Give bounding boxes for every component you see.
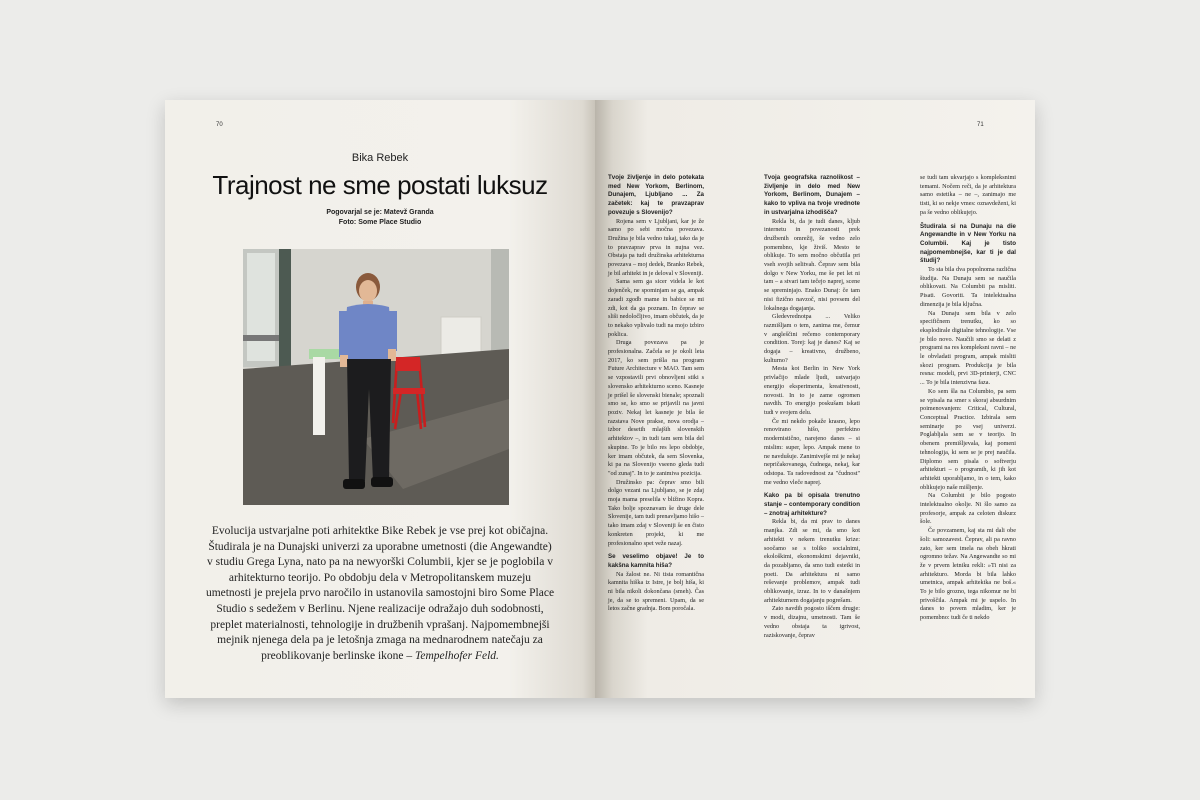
article-author: Bika Rebek: [351, 152, 409, 164]
interview-answer: Če povzamem, kaj sta mi dali obe šoli: samozavest. Čeprav, ali pa ravno zato, ker sem imela na obeh hkrati ogromno težav. Na Angewandte so mi že v prvem letniku rekli: »Ti nisi za arhitekturo. Morda bi bila lahko umetnica, ampak arhitektka ne boš.« To je bilo grozno, tega nikomur ne bi privoščila. Ampak mi je uspelo. In danes to povem mladim, ker je pomembno: tudi če ti nekdo: [920, 527, 1016, 622]
left-page: [165, 100, 595, 698]
photo-credit: Foto: Some Place Studio: [338, 219, 422, 226]
text-column-1: [608, 174, 704, 614]
page-number-right: 71: [977, 122, 984, 128]
article-lead: Evolucija ustvarjalne poti arhitektke Bike Rebek je vse prej kot običajna. Študirala je na Dunajski univerzi za uporabne umetnosti (die Angewandte) v studiu Grega Lyna, nato pa na newyorški Columbii, kjer se je poglobila v arhitekturno teorijo. Po obdobju dela v Metropolitanskem muzeju umetnosti je prejela prvo naročilo in ustanovila samostojni biro Some Place Studio s sedežem v Berlinu. Njene realizacije odražajo duh sodobnosti, preplet materialnosti, tehnologije in družbenih vprašanj. Najpomembnejši mejnik njenega dela pa je letošnja zmaga na mednarodnem natečaju za preoblikovanje berlinske ikone – Tempelhofer Feld.: [205, 525, 555, 662]
interview-answer: Rekla bi, da mi prav to danes manjka. Zdi se mi, da smo kot arhitekti v nekem trenutku krize: soočamo se s toliko socialnimi, ekološkimi, ekonomskimi dejavniki, da pozabljamo, da smo tudi estetki in poeti. Da arhitektura ni samo reševanje problemov, ampak tudi oblikovanje, izraz. In to v današnjem arhitekturnem dogajanju pogrešam.: [764, 518, 860, 604]
interview-answer: Na Columbii je bilo pogosto intelektualno okolje. Ni šlo samo za profesorje, ampak za celoten diskurz šole.: [920, 492, 1016, 526]
interview-answer: se tudi tam ukvarjajo s kompleksnimi temami. Nočem reči, da je arhitektura samo estetika – ne –, zanimajo me tisti, ki so nekje vmes: oznavdeženi, ki pa še vedno oblikujejo.: [920, 174, 1016, 216]
interview-question: Se veselimo objave! Je to kakšna kamnita hiša?: [608, 553, 704, 569]
magazine-spread: [165, 100, 1035, 698]
interview-answer: Ko sem šla na Columbio, pa sem se vpisala na smer s skoraj absurdnim poimenovanjem: Critical, Cultural, Conceptual Practice. Izbirala sem seminarje po vsej univerzi. Poglabljala sem se v teorijo. In obenem premišljevala, kaj pomeni tehnologija, ki sem se je prej naučila. Diplomo sem pisala o softverju arhitekturi – o programih, ki jih kot arhitekti uporabljamo, in o tem, kako oblikujejo naše mišljenje.: [920, 387, 1016, 491]
interview-answer: Družinsko pa: čeprav smo bili dolgo vezani na Ljubljano, se je zdaj moja mama preselila v bližino Kopra. Tako bolje spoznavam še druge dele Slovenije, tam tudi prenavljamo hišo – tako imam zdaj v Sloveniji še en čisto konkreten projekt, ki me profesionalno spet veže nazaj.: [608, 478, 704, 547]
portrait-photo: [243, 249, 509, 505]
interview-question: Kako pa bi opisala trenutno stanje – contemporary condition – znotraj arhitekture?: [764, 492, 860, 517]
interview-answer: Rojena sem v Ljubljani, kar je že samo po sebi močna povezava. Družina je bila vedno tukaj, tako da je to pravzaprav prva in nujna vez. Obstaja pa tudi družinska arhitekturna povezava – moj dedek, Branko Rebek, je bil arhitekt in je deloval v Sloveniji.: [608, 217, 704, 277]
interview-question: Tvoja geografska raznolikost – življenje in delo med New Yorkom, Berlinom, Dunajem – kako to vpliva na tvoje vrednote in ustvarjalna izhodišča?: [764, 174, 860, 216]
interviewer-credit: Pogovarjal se je: Matevž Granda: [326, 209, 434, 216]
interview-answer: Mesta kot Berlin in New York privlačijo mlade ljudi, ustvarjajo energijo eksperimenta, kreativnosti, novosti. In to je zame ogromen navdih. To energijo poskušam iskati tudi v svojem delu.: [764, 365, 860, 416]
interview-answer: Na žalost ne. Ni tista romantična kamnita hiška iz Istre, je bolj hiša, ki ni bila nikoli dokončana (smeh). Čas je, da se to spremeni. Upam, da se letos začne gradnja. Bom poročala.: [608, 570, 704, 613]
interview-answer: Rekla bi, da je tudi danes, kljub internetu in povezanosti prek družbenih omrežij, še vedno zelo pomembno, kje živiš. Mesto te oblikuje. To sem močno občutila pri vseh svojih selitvah. Čeprav sem bila dolgo v New Yorku, me še pet let ni tam – a stvari tam tečejo naprej, scene se spreminjajo. Enako Dunaj: če tam nisi fizično navzoč, nisi povsem del lokalnega dogajanja.: [764, 217, 860, 312]
interview-answer: Zato navdih pogosto iščem drugje: v modi, dizajnu, umetnosti. Tam še vedno obstaja ta igrivost, raziskovanje, čeprav: [764, 605, 860, 639]
interview-answer: Če mi nekdo pokaže krasno, lepo renovirano hišo, perfektno modernistično, narejeno danes – si mislim: super, lepo. Ampak mene to ne navdušuje. Zanimivejše mi je nekaj nepričakovanega, čudnega, nekaj, kar odstopa. Ta radovednost za "čudnost" me vedno vleče naprej.: [764, 417, 860, 486]
text-column-3: [920, 174, 1016, 623]
interview-answer: Sama sem ga sicer videla le kot dojenček, ne spominjam se ga, ampak zaradi zgodb mame in babice se mi zdi, kot da ga poznam. In čeprav se sliši nedoločljivo, imam občutek, da je to nekako vplivalo tudi na mojo izbiro poklica.: [608, 278, 704, 338]
interview-question: Študirala si na Dunaju na die Angewandte in v New Yorku na Columbii. Kaj je tisto najpomembnejše, kar ti je dal študij?: [920, 222, 1016, 265]
right-page: [595, 100, 1035, 698]
text-column-2: [764, 174, 860, 640]
interview-answer: Na Dunaju sem bila v zelo specifičnem trenutku, ko so eksplodirale digitalne tehnologije. Vse je bilo novo. Naučili smo se delati z programi na res kompleksni ravni – ne le obvladati program, ampak misliti skozi program. Produkcija je bila resna: modeli, prvi 3D-printerji, CNC ... To je bila intenzivna faza.: [920, 309, 1016, 387]
interview-answer: Druga povezava pa je profesionalna. Začela se je okoli leta 2017, ko sem prišla na program Future Architecture v MAO. Tam sem se vzpostavili prvi obnovljeni stiki s slovensko arhitekturno sceno. Kasneje je prišel še slovenski bienale; spoznali smo se, ko smo se prijavili na javni poziv. Nekaj let kasneje je bila še razstava Nove prakse, nova orodja – izbor desetih mlajših slovenskih arhitektov –, in tudi tam sem bila del skupine. To je bilo res lepo obdobje, ker imam občutek, da sem Slovenka, ki pa na Slovenijo vseeno gleda tudi "od zunaj". In to je zanimiva pozicija.: [608, 339, 704, 477]
interview-answer: To sta bila dva popolnoma različna študija. Na Dunaju sem se naučila oblikovati. Na Columbii pa misliti. Pisati. Govoriti. Ta intelektualna dimenzija je bila ključna.: [920, 266, 1016, 308]
interview-question: Tvoje življenje in delo potekata med New Yorkom, Berlinom, Dunajem, Ljubljano ... Za začetek: kaj te pravzaprav povezuje s Slovenijo?: [608, 174, 704, 216]
page-number-left: 70: [216, 122, 223, 128]
interview-answer: Gledevrednotpa ... Veliko razmišljam o tem, zanima me, čemur v angleščini rečemo contemporary condition. Torej: kaj je danes? Kaj se dogaja – kreativno, družbeno, kulturno?: [764, 313, 860, 364]
article-title: Trajnost ne sme postati luksuz: [212, 170, 548, 200]
